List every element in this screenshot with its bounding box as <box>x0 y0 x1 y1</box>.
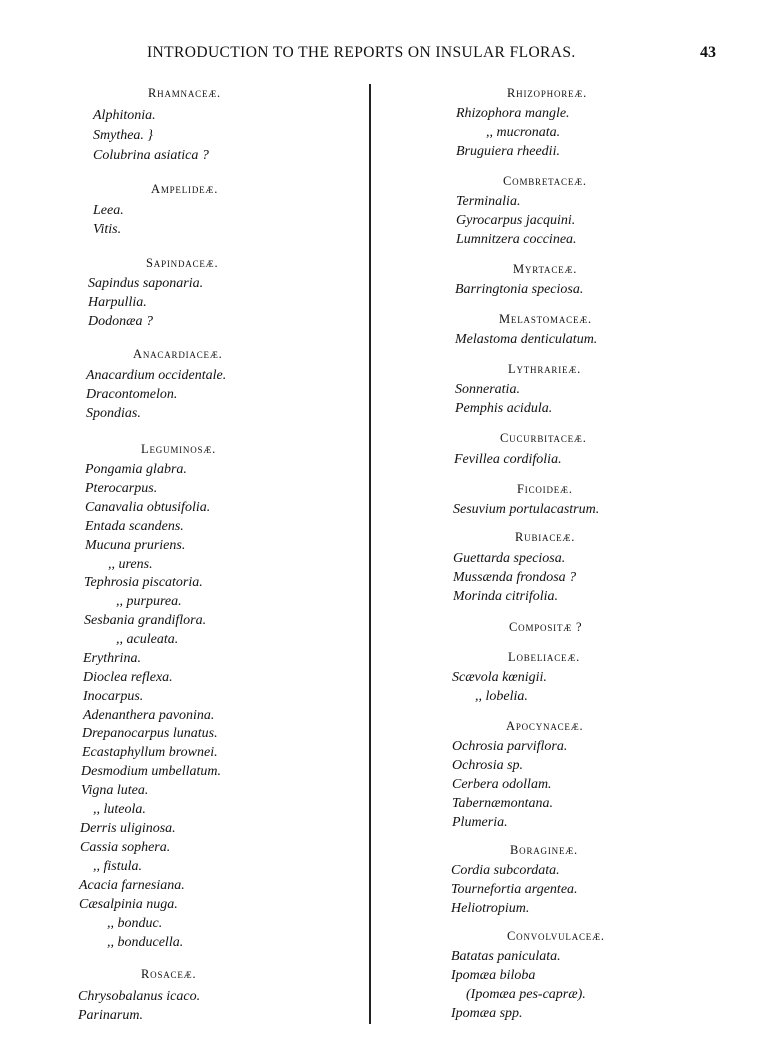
species-entry: Alphitonia. <box>93 108 156 123</box>
species-entry: Inocarpus. <box>83 689 144 704</box>
species-entry: Acacia farnesiana. <box>79 878 185 893</box>
species-entry: Tabernæmontana. <box>452 796 554 811</box>
species-entry: Lumnitzera coccinea. <box>456 232 577 247</box>
species-entry: Batatas paniculata. <box>451 949 561 964</box>
species-entry: Vigna lutea. <box>81 783 149 798</box>
family-heading: Apocynaceæ. <box>506 719 584 733</box>
family-heading: Lythrarieæ. <box>508 362 582 376</box>
right-column <box>375 0 775 1050</box>
left-column <box>0 0 360 1050</box>
species-entry: Canavalia obtusifolia. <box>85 500 211 515</box>
family-heading: Anacardiaceæ. <box>133 347 223 361</box>
family-heading: Leguminosæ. <box>141 442 217 456</box>
family-heading: Compositæ ? <box>509 620 583 634</box>
species-entry: Tournefortia argentea. <box>451 882 578 897</box>
column-divider <box>369 84 371 1024</box>
page-number: 43 <box>700 44 716 61</box>
species-entry: Harpullia. <box>88 295 147 310</box>
species-entry: Erythrina. <box>83 651 141 666</box>
family-heading: Cucurbitaceæ. <box>500 431 587 445</box>
species-entry: ,, purpurea. <box>116 594 182 609</box>
species-entry: Adenanthera pavonina. <box>83 708 215 723</box>
family-heading: Boragineæ. <box>510 843 578 857</box>
species-entry: Desmodium umbellatum. <box>81 764 221 779</box>
species-entry: Colubrina asiatica ? <box>93 148 209 163</box>
species-entry: Guettarda speciosa. <box>453 551 566 566</box>
species-entry: Dracontomelon. <box>86 387 178 402</box>
species-entry: ,, bonduc. <box>107 916 163 931</box>
species-entry: Leea. <box>93 203 124 218</box>
family-heading: Rhizophoreæ. <box>507 86 588 100</box>
species-entry: Terminalia. <box>456 194 521 209</box>
species-entry: (Ipomæa pes-capræ). <box>466 987 586 1002</box>
species-entry: Dodonæa ? <box>88 314 153 329</box>
species-entry: Morinda citrifolia. <box>453 589 558 604</box>
species-entry: Sapindus saponaria. <box>88 276 204 291</box>
family-heading: Rhamnaceæ. <box>148 86 221 100</box>
family-heading: Myrtaceæ. <box>513 262 578 276</box>
species-entry: Cæsalpinia nuga. <box>79 897 178 912</box>
family-heading: Ficoideæ. <box>517 482 573 496</box>
species-entry: Sesuvium portulacastrum. <box>453 502 600 517</box>
family-heading: Rubiaceæ. <box>515 530 576 544</box>
species-entry: Ochrosia sp. <box>452 758 524 773</box>
species-entry: ,, bonducella. <box>107 935 184 950</box>
species-entry: Smythea. } <box>93 128 154 143</box>
species-entry: Bruguiera rheedii. <box>456 144 560 159</box>
family-heading: Lobeliaceæ. <box>508 650 581 664</box>
family-heading: Rosaceæ. <box>141 967 197 981</box>
species-entry: ,, urens. <box>108 557 153 572</box>
species-entry: Barringtonia speciosa. <box>455 282 584 297</box>
species-entry: Pterocarpus. <box>85 481 158 496</box>
species-entry: Drepanocarpus lunatus. <box>82 726 218 741</box>
species-entry: Cordia subcordata. <box>451 863 560 878</box>
species-entry: ,, luteola. <box>93 802 146 817</box>
family-heading: Sapindaceæ. <box>146 256 219 270</box>
species-entry: Pongamia glabra. <box>85 462 187 477</box>
species-entry: Spondias. <box>86 406 141 421</box>
running-title: INTRODUCTION TO THE REPORTS ON INSULAR FLORAS. <box>147 44 576 61</box>
species-entry: Ipomæa biloba <box>451 968 536 983</box>
species-entry: Ipomæa spp. <box>451 1006 523 1021</box>
species-entry: Derris uliginosa. <box>80 821 176 836</box>
species-entry: ,, fistula. <box>93 859 143 874</box>
species-entry: ,, lobelia. <box>475 689 528 704</box>
species-entry: Gyrocarpus jacquini. <box>456 213 576 228</box>
species-entry: Plumeria. <box>452 815 508 830</box>
species-entry: Tephrosia piscatoria. <box>84 575 203 590</box>
species-entry: Parinarum. <box>78 1008 143 1023</box>
family-heading: Melastomaceæ. <box>499 312 592 326</box>
species-entry: Sonneratia. <box>455 382 520 397</box>
species-entry: Entada scandens. <box>85 519 184 534</box>
species-entry: Ochrosia parviflora. <box>452 739 568 754</box>
family-heading: Combretaceæ. <box>503 174 587 188</box>
species-entry: Heliotropium. <box>451 901 530 916</box>
species-entry: Mussænda frondosa ? <box>453 570 577 585</box>
species-entry: Cerbera odollam. <box>452 777 552 792</box>
species-entry: Mucuna pruriens. <box>85 538 186 553</box>
species-entry: Vitis. <box>93 222 122 237</box>
species-entry: Melastoma denticulatum. <box>455 332 598 347</box>
family-heading: Ampelideæ. <box>151 182 219 196</box>
species-entry: Cassia sophera. <box>80 840 171 855</box>
species-entry: Sesbania grandiflora. <box>84 613 207 628</box>
family-heading: Convolvulaceæ. <box>507 929 605 943</box>
species-entry: Anacardium occidentale. <box>86 368 227 383</box>
species-entry: Chrysobalanus icaco. <box>78 989 201 1004</box>
species-entry: ,, mucronata. <box>486 125 561 140</box>
species-entry: Scævola kœnigii. <box>452 670 547 685</box>
species-entry: Ecastaphyllum brownei. <box>82 745 218 760</box>
species-entry: Pemphis acidula. <box>455 401 553 416</box>
species-entry: Dioclea reflexa. <box>83 670 173 685</box>
species-entry: Fevillea cordifolia. <box>454 452 562 467</box>
species-entry: ,, aculeata. <box>116 632 179 647</box>
species-entry: Rhizophora mangle. <box>456 106 570 121</box>
